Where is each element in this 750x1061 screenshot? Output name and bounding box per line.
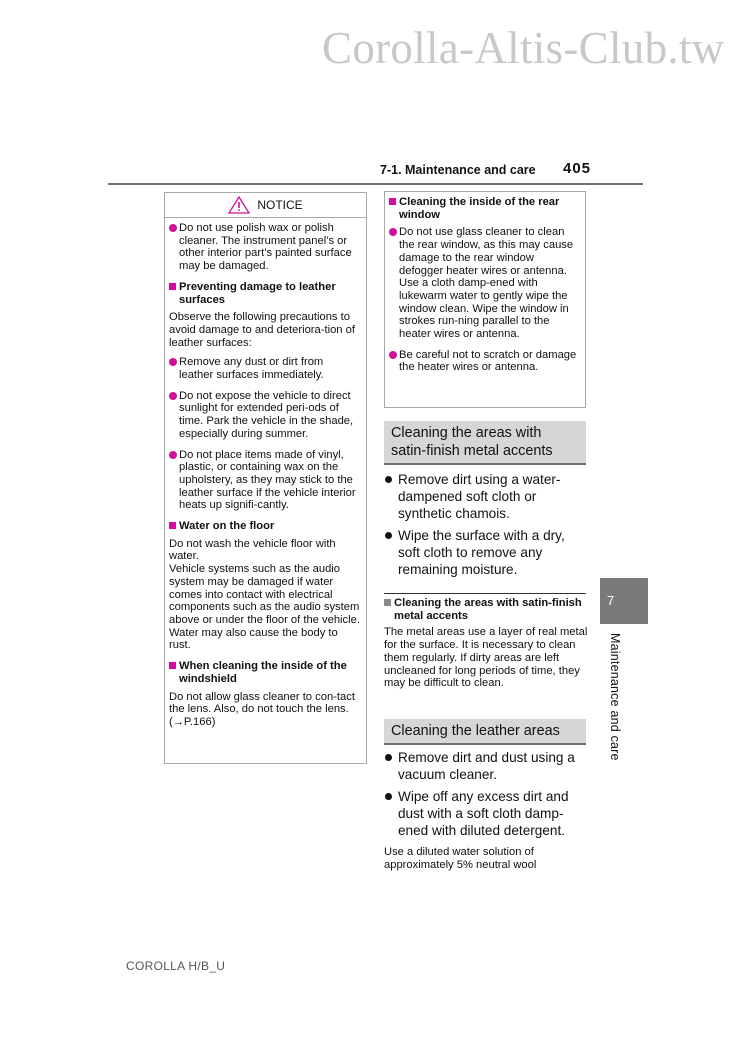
bullet-dot-icon xyxy=(169,224,177,232)
satin-info-block xyxy=(384,596,589,697)
bullet-dot-icon xyxy=(389,228,397,236)
rear-window-notice-box xyxy=(384,191,586,408)
bullet-dot-icon xyxy=(385,532,392,539)
page-number: 405 xyxy=(563,160,592,177)
leather-bullet-list xyxy=(384,749,589,844)
heading-satin-finish: Cleaning the areas with satin-finish metal accents xyxy=(384,421,586,465)
list-item-text: Remove any dust or dirt from leather surfaces immediately. xyxy=(179,356,324,382)
bullet-dot-icon xyxy=(385,476,392,483)
square-marker-icon xyxy=(169,522,176,529)
subheading-rear-window xyxy=(389,196,579,221)
paragraph: Observe the following precautions to avoid damage to and deteriora-tion of leather surfaces: xyxy=(169,311,355,349)
subheading-satin xyxy=(384,597,589,622)
list-item xyxy=(384,749,589,783)
list-item xyxy=(389,226,579,340)
list-item xyxy=(384,788,589,839)
bullet-dot-icon xyxy=(169,358,177,366)
paragraph: Do not wash the vehicle floor with water. xyxy=(169,537,336,563)
paragraph: Vehicle systems such as the audio system may be damaged if water comes into contact with electrical components such as the audio system above or under the floor of the vehicle. Water may also cause the body to rust. xyxy=(169,563,360,652)
bullet-dot-icon xyxy=(169,451,177,459)
paragraph: The metal areas use a layer of real metal for the surface. It is necessary to clean them regularly. If dirty areas are left uncleaned for long periods of time, they may be difficult to clean. xyxy=(384,626,588,690)
subheading-text: When cleaning the inside of the windshield xyxy=(179,660,347,685)
list-item-text: Be careful not to scratch or damage the heater wires or antenna. xyxy=(399,348,577,374)
square-marker-icon xyxy=(169,283,176,290)
square-marker-icon xyxy=(169,662,176,669)
bullet-dot-icon xyxy=(385,754,392,761)
list-item-text: Do not place items made of vinyl, plastic, or containing wax on the upholstery, as they may stick to the leather surface if the vehicle interior heats up signifi-cantly. xyxy=(179,448,356,512)
list-item-text: Remove dirt using a water-dampened soft cloth or synthetic chamois. xyxy=(398,472,561,521)
list-item-text: Wipe off any excess dirt and dust with a soft cloth damp-ened with diluted detergent. xyxy=(398,789,569,838)
notice-box xyxy=(164,192,367,764)
subheading-text: Cleaning the areas with satin-finish metal accents xyxy=(394,597,582,622)
list-item xyxy=(169,356,360,381)
subheading-floor xyxy=(169,520,360,533)
bullet-dot-icon xyxy=(169,392,177,400)
list-item xyxy=(389,349,579,374)
footer-model: COROLLA H/B_U xyxy=(126,959,226,973)
list-item-text: Remove dirt and dust using a vacuum cleaner. xyxy=(398,750,575,782)
square-marker-icon xyxy=(384,599,391,606)
leather-note: Use a diluted water solution of approximately 5% neutral wool xyxy=(384,846,537,871)
subheading-text: Cleaning the inside of the rear window xyxy=(399,196,560,221)
warning-triangle-icon xyxy=(228,196,250,214)
list-item xyxy=(384,471,589,522)
chapter-label: Maintenance and care xyxy=(608,633,622,761)
list-item-text: Do not use glass cleaner to clean the rear window, as this may cause damage to the rear window defogger heater wires or antenna. Use a cloth damp-ened with lukewarm water to gently wipe the window clean. Wipe the window in strokes run-ning parallel to the heater wires or antenna. xyxy=(399,226,574,341)
header-rule xyxy=(108,183,643,185)
satin-bullet-list xyxy=(384,471,589,583)
list-item-text: Do not use polish wax or polish cleaner. The instrument panel’s or other interior part’s painted surface may be damaged. xyxy=(179,222,352,273)
subheading-text: Preventing damage to leather surfaces xyxy=(179,280,336,306)
list-item xyxy=(169,390,360,441)
list-item xyxy=(169,222,360,273)
bullet-dot-icon xyxy=(385,793,392,800)
chapter-number: 7 xyxy=(607,593,615,608)
subheading-leather xyxy=(169,281,360,306)
square-marker-icon xyxy=(389,198,396,205)
subheading-windshield xyxy=(169,660,360,685)
bullet-dot-icon xyxy=(389,351,397,359)
list-item-text: Do not expose the vehicle to direct sunlight for extended peri-ods of time. Park the vehicle in the shade, especially during summer. xyxy=(179,389,354,440)
list-item-text: Wipe the surface with a dry, soft cloth to remove any remaining moisture. xyxy=(398,528,565,577)
notice-title: NOTICE xyxy=(257,197,303,212)
subheading-text: Water on the floor xyxy=(179,520,275,533)
section-header: 7-1. Maintenance and care xyxy=(380,163,536,177)
list-item xyxy=(169,449,360,513)
divider xyxy=(384,593,586,594)
chapter-tab xyxy=(600,578,648,624)
paragraph: Do not allow glass cleaner to con-tact the lens. Also, do not touch the lens. (→P.166) xyxy=(169,690,355,728)
notice-header xyxy=(165,193,366,218)
heading-leather-areas: Cleaning the leather areas xyxy=(384,719,586,745)
list-item xyxy=(384,527,589,578)
watermark-text: Corolla-Altis-Club.tw xyxy=(322,23,725,73)
